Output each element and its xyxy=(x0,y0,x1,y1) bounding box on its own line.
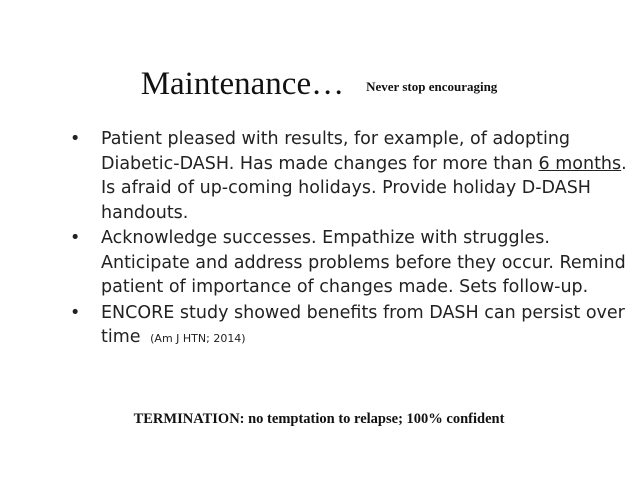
bullet-1-underlined-duration: 6 months xyxy=(538,153,622,174)
bullet-item-2 xyxy=(70,226,630,300)
bullet-3-citation: (Am J HTN; 2014) xyxy=(150,332,246,345)
slide-subtitle: Never stop encouraging xyxy=(366,79,498,94)
termination-note: TERMINATION: no temptation to relapse; 100% confident xyxy=(133,411,505,427)
bullet-dot-icon: • xyxy=(70,129,81,149)
bullet-item-3 xyxy=(70,301,630,352)
bullet-dot-icon: • xyxy=(70,228,81,248)
bullet-2-text: Acknowledge successes. Empathize with struggles. Anticipate and address problems before they occur. Remind patient of importance of changes made. Sets follow-up. xyxy=(101,228,626,297)
bullet-list xyxy=(70,127,630,353)
title-row xyxy=(0,66,638,103)
slide-title: Maintenance… xyxy=(140,66,345,102)
bullet-dot-icon: • xyxy=(70,302,81,323)
bullet-1-text-start: Patient pleased with results, for example, of adopting Diabetic-DASH. Has made changes for more than xyxy=(101,129,571,174)
bullet-3-text: ENCORE study showed benefits from DASH can persist over time xyxy=(101,302,625,347)
bullet-1-text-end: . Is afraid of up-coming holidays. Provide holiday D-DASH handouts. xyxy=(101,153,627,223)
bullet-item-1 xyxy=(70,127,630,225)
